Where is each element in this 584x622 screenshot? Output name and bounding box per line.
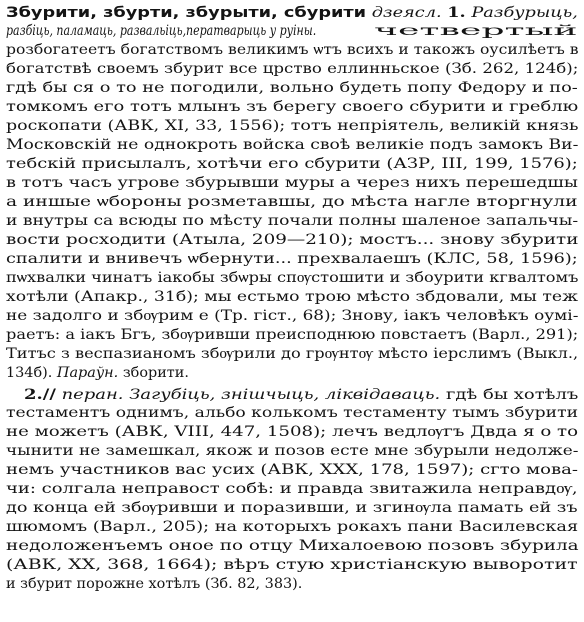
quote-line: томкомъ его тотъ млынъ зъ берегу своего сбурити и греблю <box>6 99 579 115</box>
see-also-label: Параўн. <box>56 365 119 381</box>
quote-line: чи: солгала неправост собѣ: и правда звитажила неправдѹ, <box>6 481 578 497</box>
quote-line: тебскій присылалъ, хотѣчи его сбурити (АЗР, III, 199, 1576); <box>6 156 578 172</box>
quote-text: гдѣ бы хотѣлъ <box>445 387 579 403</box>
quote-text: четвертый <box>374 23 578 39</box>
quote-line: спалити и внивечъ ѡбернути... прехвалаешъ (КЛС, 58, 1596); <box>6 251 578 267</box>
quote-line: вости росходити (Атыла, 209—210); мостъ... знову збурити <box>6 232 579 248</box>
entry-line-2 <box>6 22 316 41</box>
quote-line: до конца ей збѹривши и поразивши, и згинѹла памать ей зъ <box>6 500 578 516</box>
quote-line: хотѣли (Апакр., 31б); мы естьмо трою мѣсто збдовали, мы теж <box>6 289 578 305</box>
quote-line: в тотъ часъ угрове збурывши муры а через нихъ перешедшы <box>6 175 578 191</box>
quote-line: и збурит порожне хотѣлъ (Зб. 82, 383). <box>6 576 303 592</box>
quote-line: розбогатеетъ богатствомъ великимъ ѡтъ всихъ и такожъ оусилѣетъ в <box>6 42 579 58</box>
entry-line-last <box>6 364 189 383</box>
entry-line-1 <box>24 385 578 404</box>
quote-line: пѡхвалки чинатъ iакобы збѡры спѹстошити и збоурити кгвалтомъ <box>6 270 579 286</box>
quote-line: роскопати (АВК, XI, 33, 1556); тотъ непріятель, великій князь <box>6 118 579 134</box>
sense-number-2: 2. <box>24 386 43 403</box>
headword: Збурити, збурти, збурыти, сбурити <box>6 5 367 21</box>
quote-line: немъ участников вас усих (АВК, XXX, 178, 1597); сгто мова- <box>6 462 578 478</box>
quote-line: (АВК, XX, 368, 1664); вѣръ стую христiанскую выворотит <box>6 557 578 573</box>
quote-line: не задолго и збѹрим е (Тр. гіст., 68); Знову, iакъ человѣкъ оумі- <box>6 308 579 324</box>
quote-line: богатствѣ своемъ збурит все црство еллинньское (Зб. 262, 124б); <box>6 61 579 77</box>
quote-line: не можетъ (АВК, VIII, 447, 1508); лечъ ведлѹгъ Двда я о то <box>6 424 579 440</box>
transfer-marker: // <box>42 386 56 403</box>
quote-text: 134б). <box>6 365 53 381</box>
gloss-1-cont: разбіць, паламаць, развальіць,ператварыць у руіны. <box>6 23 317 39</box>
quote-line: а иншые ѡбороны розметавшы, до мѣста нагле вторгнули <box>6 194 578 210</box>
sense-number-1: 1. <box>447 4 466 21</box>
quote-line: гдѣ бы ся о то не погодили, вольно будеть попу Федору и по- <box>6 80 578 96</box>
quote-line: недоложенъемъ оное по отцу Михалоевою позовъ збурила <box>6 538 579 554</box>
quote-line: чынити не замешкал, якож и позов есте мне збурыли недолже- <box>6 443 579 459</box>
quote-line: тестаментъ однимъ, альбо колькомъ тестаменту тымъ збурити <box>6 405 579 421</box>
entry-line-1 <box>6 3 578 22</box>
see-also-ref: зборити. <box>122 365 189 381</box>
quote-line: Московскій не однокроть войска своѣ великіе подъ замокъ Ви- <box>6 137 579 153</box>
gloss-1-start: Разбурыць, <box>471 5 578 21</box>
quote-line-2-tail <box>374 22 578 41</box>
part-of-speech: дзеясл. <box>371 5 442 21</box>
quote-line: шюмомъ (Варл., 205); на которыхъ рокахъ пани Василевская <box>6 519 579 535</box>
quote-line: и внутры са всюды по мѣсту почали полны шаленое запальчы- <box>6 213 579 229</box>
gloss-2: перан. Загубіць, знішчыць, ліквідаваць. <box>61 387 441 403</box>
quote-line: Титъс з веспазианомъ збѹрили до грѹнтѹ мѣсто iерслимъ (Выкл., <box>6 346 579 362</box>
quote-line: раетъ: а iакъ Бгъ, збѹривши преисподнюю повстаетъ (Варл., 291); <box>6 327 579 343</box>
